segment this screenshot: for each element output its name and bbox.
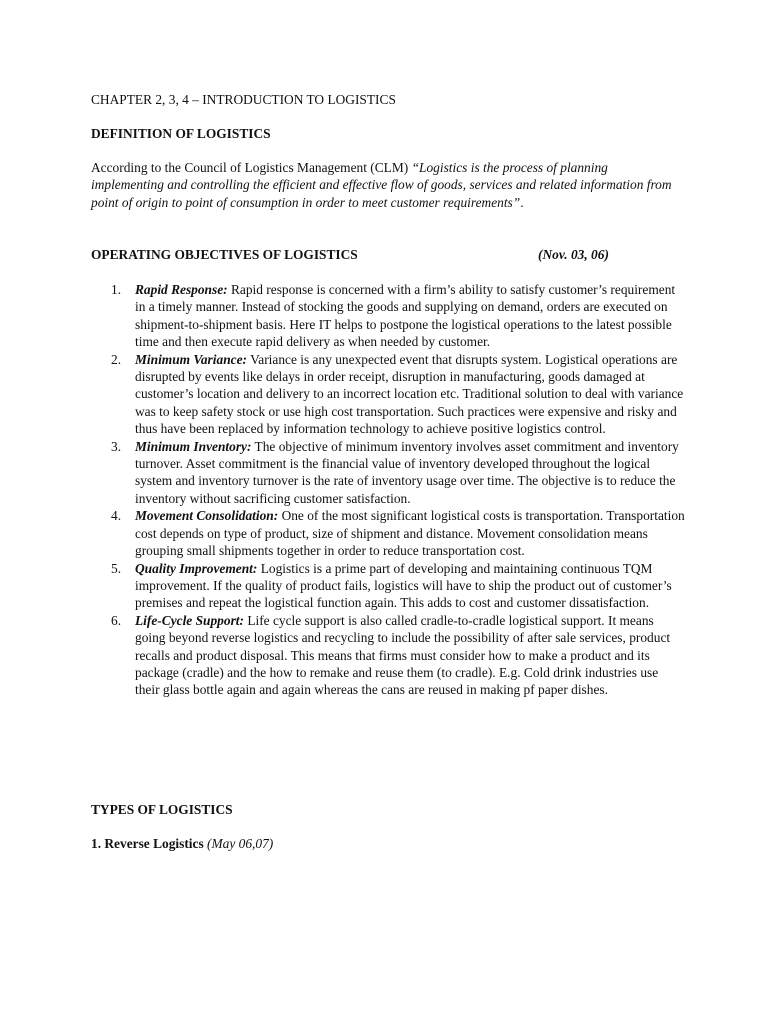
definition-paragraph: [91, 159, 683, 211]
objectives-heading-date: (Nov. 03, 06): [538, 247, 609, 262]
reverse-logistics-date: (May 06,07): [203, 836, 274, 851]
definition-quote: “Logistics is the process of planning implementing and controlling the efficient and effective flow of goods, services and related information from point of origin to point of consumption in order to meet customer requirements”: [91, 160, 672, 210]
definition-end: .: [520, 194, 524, 210]
objective-term: Movement Consolidation:: [135, 508, 279, 524]
objectives-heading-title: OPERATING OBJECTIVES OF LOGISTICS: [91, 247, 358, 262]
objective-text: Rapid response is concerned with a firm’s ability to satisfy customer’s requirement in a timely manner. Instead of stocking the goods and supplying on demand, orders are executed on shipment-to-shipment basis. Here IT helps to postpone the logistical operations to the latest possible time and then execute rapid delivery as when needed by customer.: [135, 282, 676, 350]
chapter-heading: CHAPTER 2, 3, 4 – INTRODUCTION TO LOGISTICS: [91, 92, 396, 107]
objective-item: [91, 281, 686, 351]
objective-item: [91, 438, 686, 508]
types-heading: TYPES OF LOGISTICS: [91, 802, 233, 817]
objective-number: 5.: [111, 560, 122, 576]
objectives-heading: [91, 246, 651, 263]
objective-text: Variance is any unexpected event that disrupts system. Logistical operations are disrupted by events like delays in order receipt, disruption in manufacturing, goods damaged at customer’s location and delivery to an incorrect location etc. Traditional solution to deal with variance was to keep safety stock or use high cost transportation. Such practices were expensive and risky and thus have been replaced by information technology to achieve positive logistics control.: [135, 351, 684, 437]
definition-lead: According to the Council of Logistics Management (CLM): [91, 160, 412, 175]
objective-term: Minimum Inventory:: [135, 438, 252, 454]
objective-item: [91, 612, 686, 699]
reverse-logistics-title: 1. Reverse Logistics: [91, 836, 204, 851]
objective-term: Life-Cycle Support:: [135, 612, 244, 628]
objective-term: Minimum Variance:: [135, 351, 247, 367]
definition-heading: DEFINITION OF LOGISTICS: [91, 126, 271, 141]
objective-term: Rapid Response:: [135, 282, 228, 297]
objective-term: Quality Improvement:: [135, 560, 258, 576]
objective-item: [91, 507, 686, 559]
objective-item: [91, 560, 686, 612]
objective-text: One of the most significant logistical costs is transportation. Transportation cost depends on type of product, size of shipment and distance. Movement consolidation means grouping small shipments together in order to reduce transportation cost.: [135, 508, 685, 559]
objective-item: [91, 351, 686, 438]
objective-number: 6.: [111, 612, 122, 628]
objective-number: 2.: [111, 351, 122, 367]
objective-text: Life cycle support is also called cradle-to-cradle logistical support. It means going beyond reverse logistics and recycling to include the possibility of after sale services, product recalls and product disposal. This means that firms must consider how to make a product and its package (cradle) and the how to remake and reuse them (to cradle). E.g. Cold drink industries use their glass bottle again and again whereas the cans are reused in making pf paper dishes.: [135, 612, 671, 698]
objective-number: 4.: [111, 508, 122, 524]
reverse-logistics-heading: [91, 835, 686, 852]
objectives-list: [91, 281, 686, 699]
objective-number: 1.: [111, 282, 122, 297]
objective-number: 3.: [111, 438, 122, 454]
objective-text: The objective of minimum inventory involves asset commitment and inventory turnover. Asset commitment is the financial value of inventory developed throughout the logical system and inventory turnover is the rate of inventory usage over time. The objective is to reduce the inventory without sacrificing customer satisfaction.: [135, 438, 679, 506]
objective-text: Logistics is a prime part of developing and maintaining continuous TQM improvement. If the quality of product fails, logistics will have to ship the product out of customer’s premises and repeat the logistical function again. This adds to cost and customer dissatisfaction.: [135, 560, 672, 611]
